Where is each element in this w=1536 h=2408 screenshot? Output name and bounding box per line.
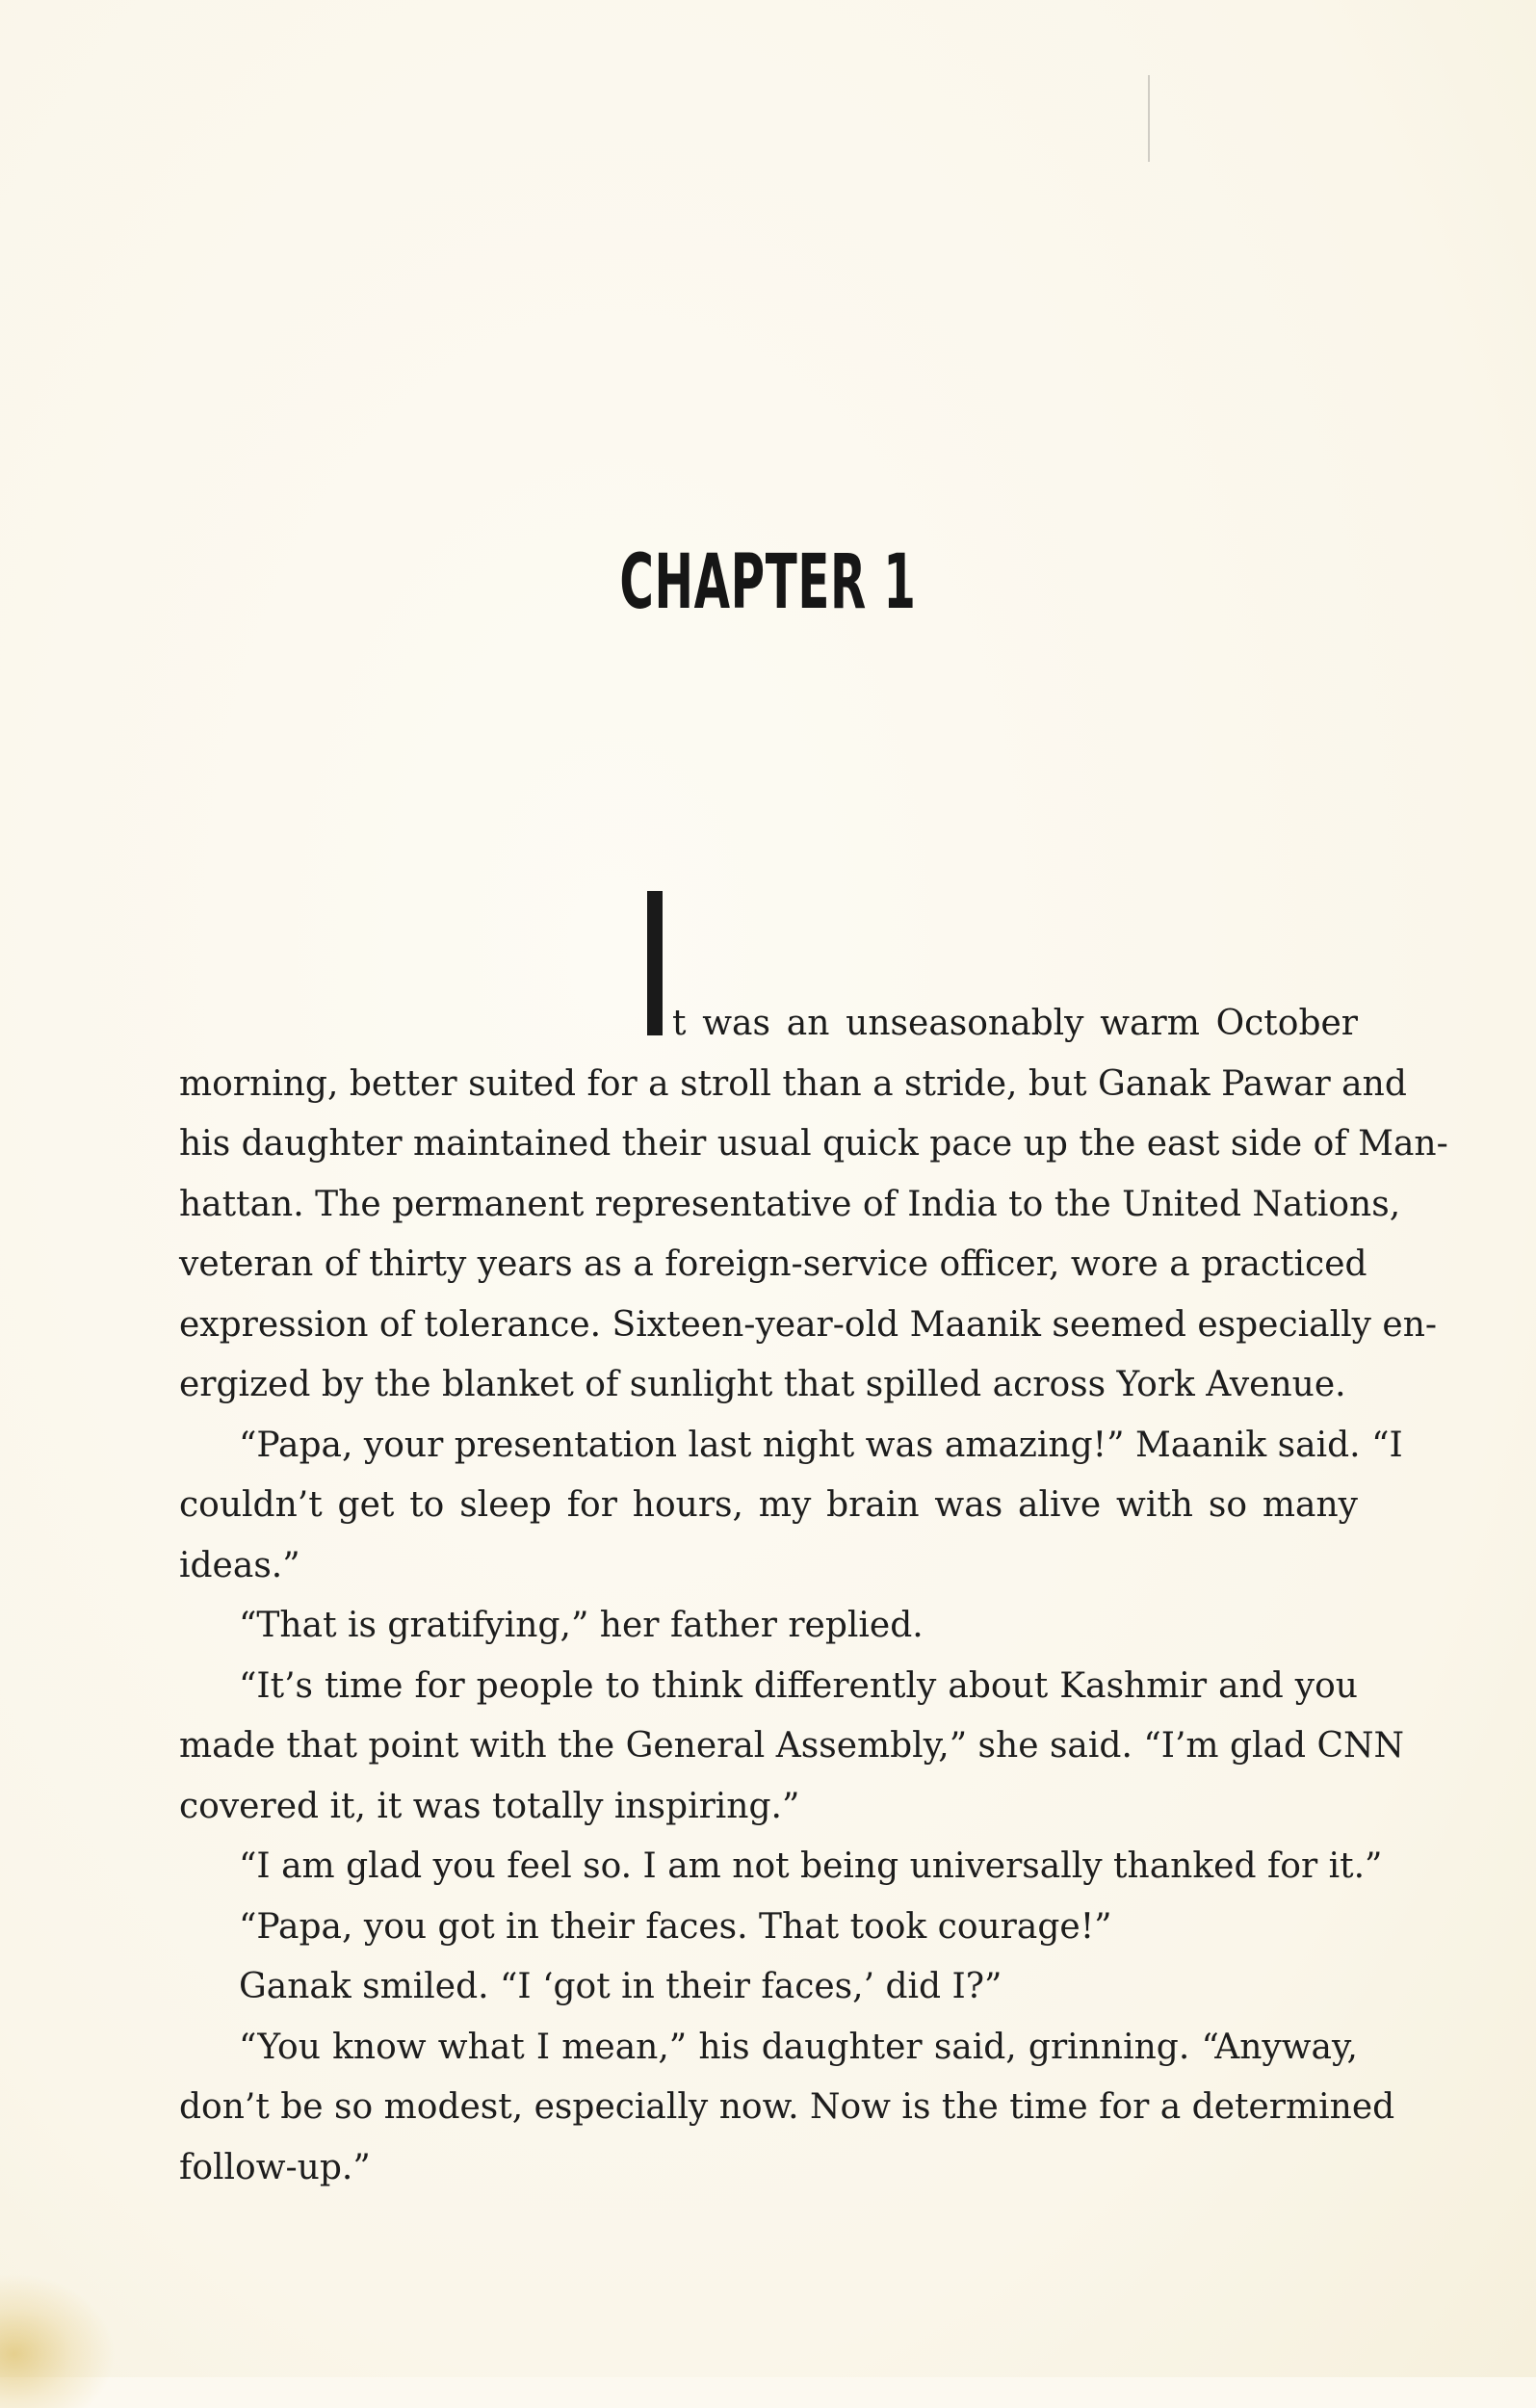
text-line: ideas.” — [179, 1545, 300, 1585]
text-line: “I am glad you feel so. I am not being universally thanked for it.” — [239, 1846, 1383, 1886]
chapter-title: CHAPTER 1 — [619, 539, 917, 626]
text-line: “It’s time for people to think differently about Kashmir and you — [239, 1665, 1358, 1706]
text-line: veteran of thirty years as a foreign-service officer, wore a practiced — [179, 1244, 1367, 1284]
text-line: ergized by the blanket of sunlight that spilled across York Avenue. — [179, 1365, 1346, 1404]
text-line: “You know what I mean,” his daughter said, grinning. “Anyway, — [239, 2027, 1358, 2067]
text-line: follow-up.” — [179, 2147, 371, 2187]
drop-cap-letter — [647, 891, 648, 892]
text-line: hattan. The permanent representative of India to the United Nations, — [179, 1184, 1401, 1224]
body-text — [179, 1055, 1448, 2199]
text-line: his daughter maintained their usual quick pace up the east side of Man- — [179, 1124, 1448, 1164]
text-line: “That is gratifying,” her father replied. — [239, 1606, 924, 1645]
text-line: morning, better suited for a stroll than a stride, but Ganak Pawar and — [179, 1063, 1407, 1104]
drop-cap — [647, 891, 663, 1035]
first-line: t was an unseasonably warm October — [672, 1004, 1358, 1043]
text-line: “Papa, you got in their faces. That took courage!” — [239, 1906, 1112, 1947]
text-line: made that point with the General Assembly,” she said. “I’m glad CNN — [179, 1726, 1405, 1766]
text-line: couldn’t get to sleep for hours, my brain was alive with so many — [179, 1485, 1358, 1525]
text-line: Ganak smiled. “I ‘got in their faces,’ did I?” — [239, 1967, 1002, 2006]
text-line: don’t be so modest, especially now. Now is the time for a determined — [179, 2087, 1395, 2127]
paper-stain — [0, 2273, 116, 2408]
page-mark — [1148, 75, 1150, 162]
text-line: expression of tolerance. Sixteen-year-old Maanik seemed especially en- — [179, 1304, 1438, 1345]
text-line: “Papa, your presentation last night was amazing!” Maanik said. “I — [239, 1425, 1403, 1465]
text-line: covered it, it was totally inspiring.” — [179, 1786, 800, 1826]
